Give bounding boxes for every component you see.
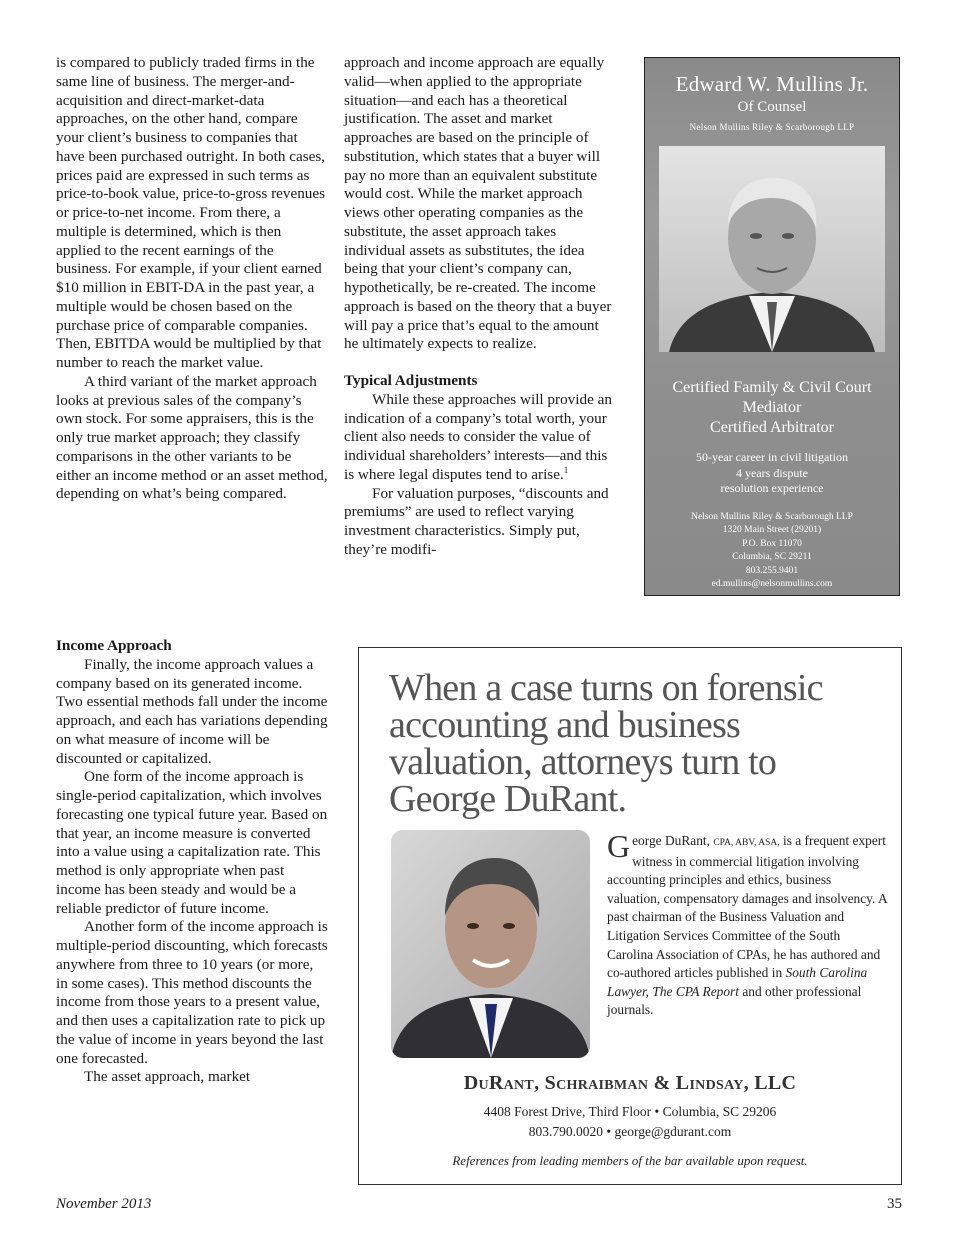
footer-date: November 2013 — [56, 1196, 152, 1212]
paragraph: Another form of the income approach is multiple-period discounting, which forecasts anywhere from three to 10 years (or more, in some cases). This method discounts the income from those years to a present value, and then uses a capitalization rate to pick up the value of income in years beyond the last one forecasted. — [56, 918, 328, 1067]
durant-portrait — [391, 830, 590, 1058]
ad-bio: George DuRant, CPA, ABV, ASA, is a frequent expert witness in commercial litigation involving accounting principles and ethics, business valuation, compensatory damages and insolvency. A past chairman of the Business Valuation and Litigation Services Committee of the South Carolina Association of CPAs, he has authored and co-authored articles published in South Carolina Lawyer, The CPA Report and other professional journals. — [607, 828, 887, 1018]
ad-contact-line: 803.790.0020 • george@gdurant.com — [528, 1124, 732, 1139]
paragraph: Finally, the income approach values a company based on its generated income. Two essential methods fall under the income approach, and each has variations depending on what measure of income will be discounted or capitalized. — [56, 655, 328, 767]
ad-headline: When a case turns on forensic accounting and business valuation, attorneys turn to George DuRant. — [389, 667, 823, 820]
ad-address: Nelson Mullins Riley & Scarborough LLP 1320 Main Street (29201) P.O. Box 11070 Columbia, SC 29211 803.255.9401 ed.mullins@nelsonmullins.com — [691, 511, 853, 589]
page-number: 35 — [887, 1196, 902, 1212]
mullins-ad — [644, 57, 900, 596]
ad-name: Edward W. Mullins Jr. — [675, 72, 869, 96]
paragraph: The asset approach, market — [84, 1068, 251, 1086]
ad-address-line: 4408 Forest Drive, Third Floor • Columbia, SC 29206 — [483, 1104, 777, 1119]
paragraph: While these approaches will provide an indication of a company’s total worth, your client also needs to consider the value of individual shareholders’ interests—and this is where legal disputes tend to arise.$^1$ — [344, 390, 612, 483]
column-1-top — [56, 54, 328, 504]
durant-ad — [358, 647, 902, 1185]
ad-certifications: Certified Family & Civil Court Mediator Certified Arbitrator — [672, 379, 872, 436]
column-2 — [344, 54, 616, 560]
paragraph: A third variant of the market approach looks at previous sales of the company’s own stock. For some appraisers, this is the only true market approach; they classify comparisons in the other variants to be either an income method or an asset method, depending on what’s being compared. — [56, 372, 328, 503]
paragraph: is compared to publicly traded firms in the same line of business. The merger-and-acquisition and direct-market-data approaches, on the other hand, compare your client’s business to companies that have been purchased outright. In both cases, prices paid are expressed in such terms as price-to-book value, price-to-gross revenues or price-to-net income. From there, a multiple is determined, which is then applied to the recent earnings of the business. For example, if your client earned $10 million in EBIT-DA in the past year, a multiple would be chosen based on the purchase price of comparable companies. Then, EBITDA would be multiplied by that number to reach the market value. — [56, 54, 326, 371]
income-approach-heading: Income Approach — [56, 637, 172, 654]
ad-title: Of Counsel — [737, 99, 807, 115]
column-1-bottom — [56, 637, 328, 1087]
ad-firm-name: DuRant, Schraibman & Lindsay, LLC — [463, 1072, 797, 1094]
paragraph: For valuation purposes, “discounts and premiums” are used to reflect varying investment characteristics. Simply put, they’re modifi- — [344, 484, 609, 558]
ad-career: 50-year career in civil litigation 4 years dispute resolution experience — [696, 450, 848, 495]
paragraph: One form of the income approach is single-period capitalization, which involves forecasting one typical future year. Based on that year, an income measure is converted into a value using a capitalization rate. This method is only appropriate when past income has been steady and would be a reliable predictor of future income. — [56, 768, 328, 917]
ad-firm: Nelson Mullins Riley & Scarborough LLP — [689, 122, 855, 132]
dropcap: G — [607, 828, 631, 864]
mullins-portrait — [659, 146, 885, 352]
ad-references: References from leading members of the bar available upon request. — [452, 1153, 808, 1168]
paragraph: approach and income approach are equally valid—when applied to the appropriate situation—and each has a theoretical justification. The asset and market approaches are based on the principle of substitution, which states that a buyer will pay no more than an equivalent substitute would cost. While the market approach views other operating companies as the substitute, the asset approach takes individual assets as substitutes, the idea being that your client’s company can, hypothetically, be re-created. The income approach is based on the theory that a buyer will pay a price that’s equal to the amount he ultimately expects to realize. — [344, 54, 612, 353]
typical-adjustments-heading: Typical Adjustments — [344, 372, 478, 389]
footnote-ref: 1 — [563, 464, 569, 475]
